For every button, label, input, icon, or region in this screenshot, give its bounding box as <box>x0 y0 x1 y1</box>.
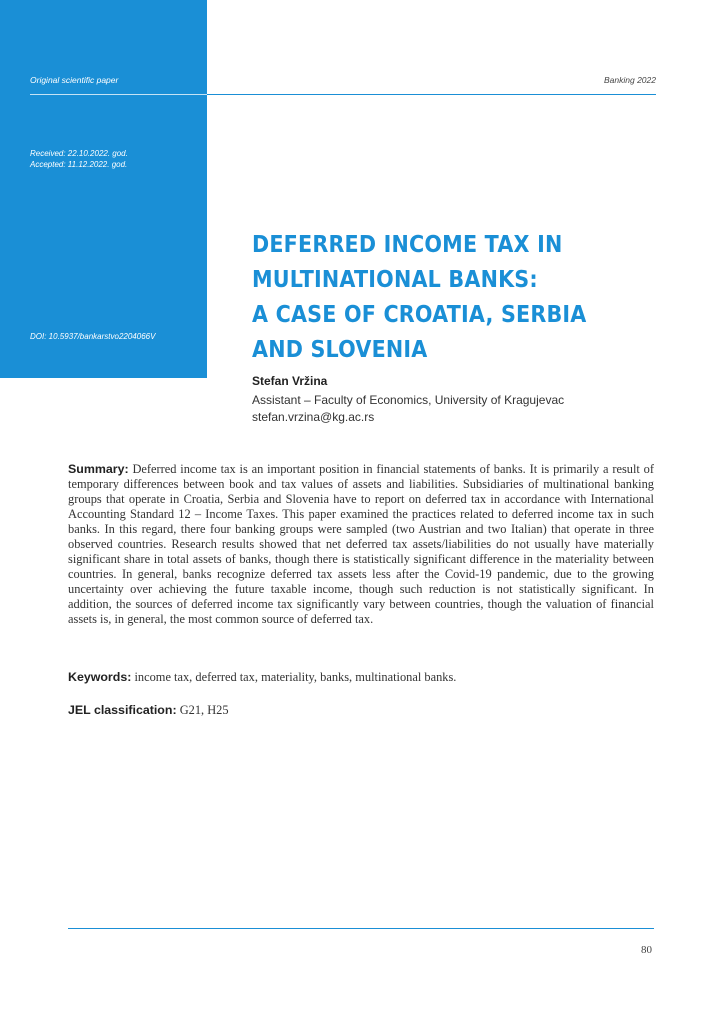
author-affiliation: Assistant – Faculty of Economics, University of Kragujevac <box>252 393 565 407</box>
jel-label: JEL classification: <box>68 703 177 717</box>
header-color-panel <box>0 0 207 378</box>
summary-label: Summary: <box>68 462 129 476</box>
received-date: Received: 22.10.2022. god. <box>30 149 128 158</box>
title-line: DEFERRED INCOME TAX IN <box>252 232 563 258</box>
keywords-text: income tax, deferred tax, materiality, banks, multinational banks. <box>134 670 457 684</box>
keywords <box>68 670 654 685</box>
accepted-date: Accepted: 11.12.2022. god. <box>30 160 128 169</box>
paper-type: Original scientific paper <box>30 75 119 85</box>
author-details <box>252 392 564 426</box>
author-name: Stefan Vržina <box>252 374 328 388</box>
doi: DOI: 10.5937/bankarstvo2204066V <box>30 332 156 341</box>
footer-divider <box>68 928 654 929</box>
panel-divider <box>30 94 207 95</box>
header-divider <box>207 94 656 95</box>
jel-text: G21, H25 <box>179 703 229 717</box>
title-line: AND SLOVENIA <box>252 337 428 363</box>
title-line: MULTINATIONAL BANKS: <box>252 267 538 293</box>
page-number: 80 <box>641 944 652 956</box>
title-line: A CASE OF CROATIA, SERBIA <box>252 302 587 328</box>
submission-dates <box>30 148 128 170</box>
journal-name: Banking 2022 <box>604 75 656 85</box>
jel-classification <box>68 703 654 718</box>
paper-title <box>252 228 630 368</box>
keywords-label: Keywords: <box>68 670 132 684</box>
author-email[interactable]: stefan.vrzina@kg.ac.rs <box>252 410 375 424</box>
summary <box>68 462 654 627</box>
summary-text: Deferred income tax is an important position in financial statements of banks. It is primarily a result of temporary differences between book and tax values of assets and liabilities. Subsidiaries of multinational banking groups that operate in Croatia, Serbia and Slovenia have to report on deferred tax in accordance with International Accounting Standard 12 – Income Taxes. This paper examined the practices related to deferred income tax in such banks. In this regard, there four banking groups were sampled (two Austrian and two Italian) that operate in three observed countries. Research results showed that net deferred tax assets/liabilities do not usually have materially significant share in total assets of banks, though there is statistically significant difference in the materiality between countries. In general, banks recognize deferred tax assets less after the Covid-19 pandemic, due to the growing uncertainty over achieving the future taxable income, though such reduction is not statistically significant. In addition, the sources of deferred income tax significantly vary between countries, though the valuation of financial assets is, in general, the most common source of deferred tax. <box>68 462 654 626</box>
